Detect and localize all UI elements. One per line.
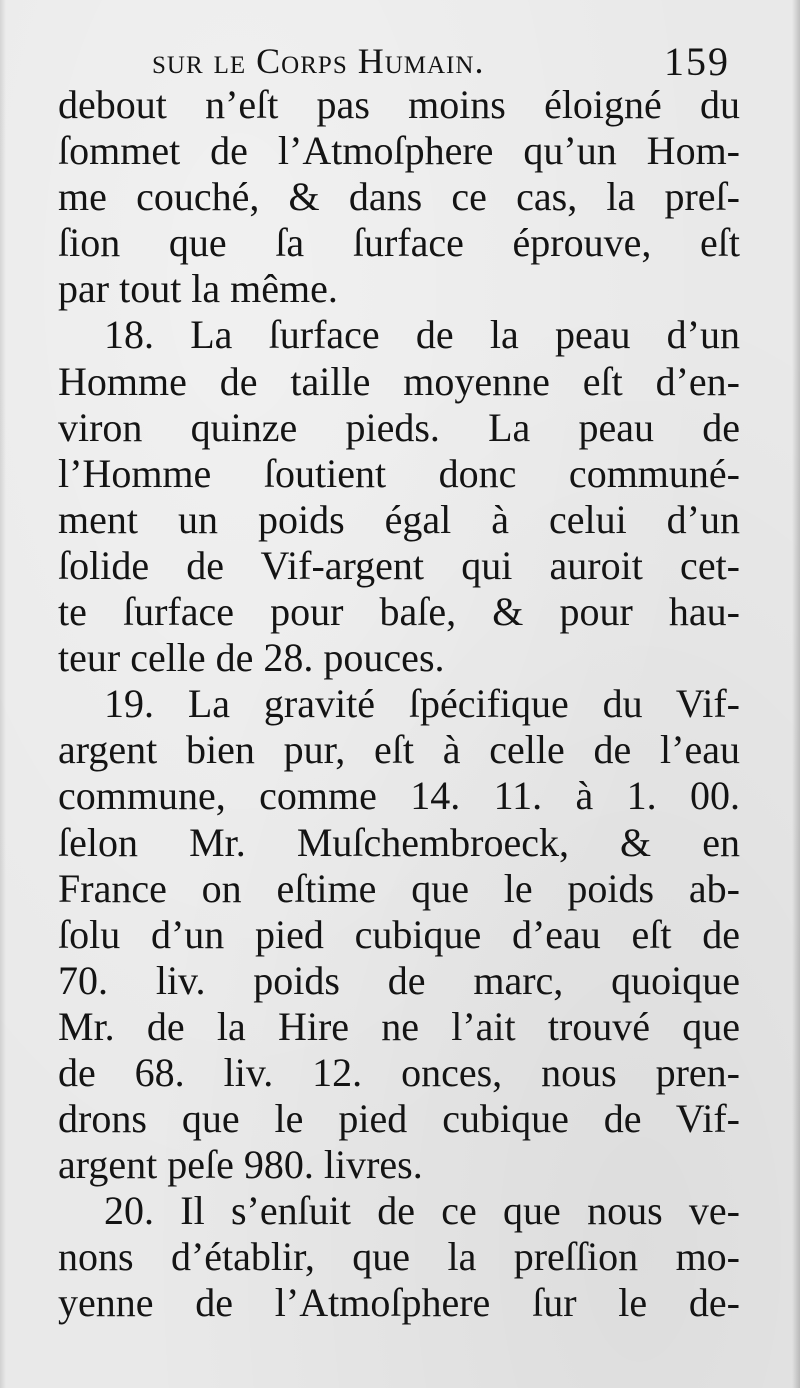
paragraph-start-line: 18. La ſurface de la peau d’un (104, 312, 740, 358)
text-line: Mr. de la Hire ne l’ait trouvé que (58, 1003, 740, 1049)
text-line: ſolu d’un pied cubique d’eau eſt de (58, 911, 740, 957)
text-line: 70. liv. poids de marc, quoique (58, 957, 740, 1003)
text-line: viron quinze pieds. La peau de (58, 404, 740, 450)
text-line: teur celle de 28. pouces. (58, 635, 445, 681)
text-line: Homme de taille moyenne eſt d’en- (58, 358, 740, 404)
text-line: drons que le pied cubique de Vif- (58, 1096, 740, 1142)
running-title: sur le Corps Humain. (152, 41, 485, 81)
running-head (60, 38, 736, 88)
page-number: 159 (664, 39, 730, 84)
text-line: te ſurface pour baſe, & pour hau- (58, 589, 740, 635)
text-line: ſelon Mr. Muſchembroeck, & en (58, 819, 740, 865)
text-line: me couché, & dans ce cas, la preſ- (58, 174, 740, 220)
text-line: nons d’établir, que la preſſion mo- (58, 1234, 740, 1280)
text-line: ſommet de l’Atmoſphere qu’un Hom- (58, 128, 740, 174)
text-line: argent peſe 980. livres. (58, 1142, 423, 1188)
text-line: ment un poids égal à celui d’un (58, 496, 740, 542)
text-line: ſion que ſa ſurface éprouve, eſt (58, 220, 740, 266)
paragraph-start-line: 19. La gravité ſpécifique du Vif- (104, 681, 740, 727)
text-line: par tout la même. (58, 266, 338, 312)
text-line: debout n’eſt pas moins éloigné du (58, 82, 740, 127)
text-line: France on eſtime que le poids ab- (58, 865, 740, 911)
body-text (58, 82, 740, 1327)
text-line: l’Homme ſoutient donc communé- (58, 450, 740, 496)
page-edge-shadow-left (0, 0, 6, 1388)
text-line: commune, comme 14. 11. à 1. 00. (58, 773, 740, 819)
text-line: argent bien pur, eſt à celle de l’eau (58, 727, 740, 773)
text-line: yenne de l’Atmoſphere ſur le de- (58, 1280, 740, 1326)
text-line: ſolide de Vif-argent qui auroit cet- (58, 542, 740, 588)
text-line: de 68. liv. 12. onces, nous pren- (58, 1049, 740, 1095)
page-edge-shadow-right (792, 0, 800, 1388)
paragraph-start-line: 20. Il s’enſuit de ce que nous ve- (104, 1188, 740, 1234)
